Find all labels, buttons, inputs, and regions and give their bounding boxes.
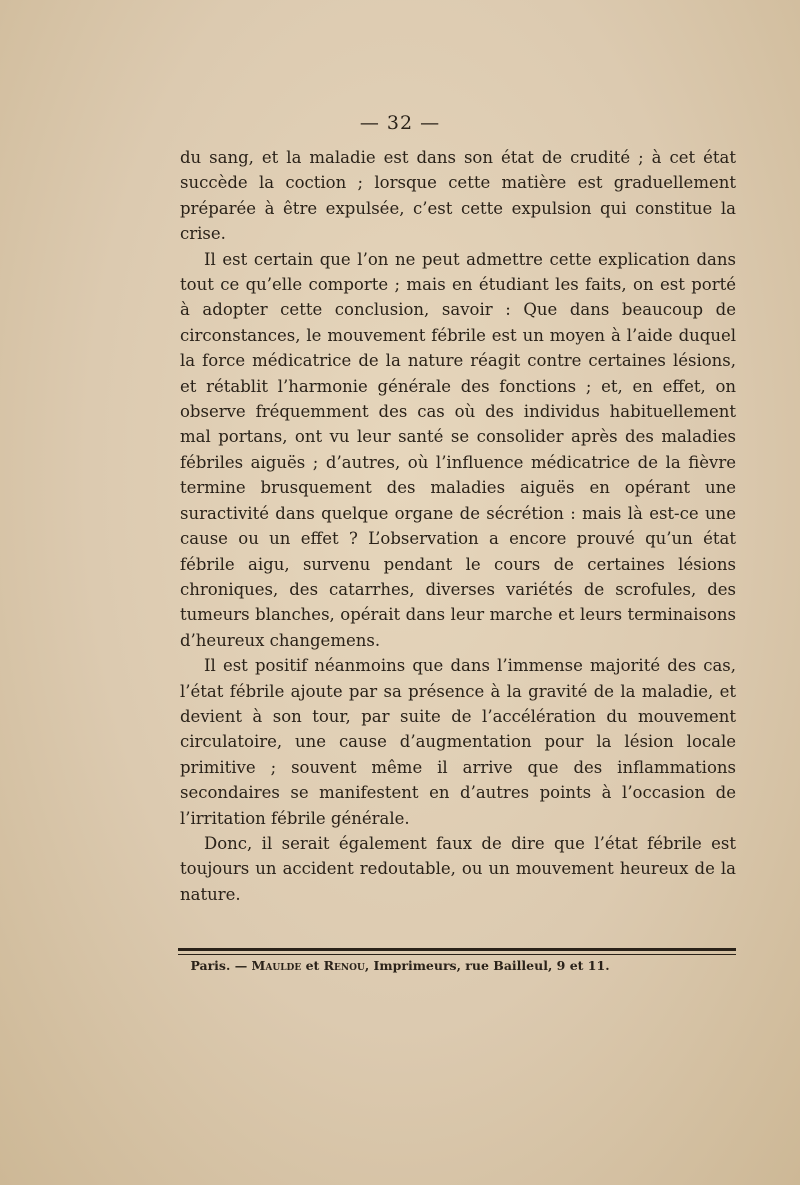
- page-number: — 32 —: [359, 112, 441, 134]
- imprint-and: et: [305, 958, 320, 973]
- body-text: [180, 145, 736, 907]
- imprint-separator: —: [234, 958, 248, 973]
- printer-imprint: [0, 958, 800, 973]
- paragraph: Donc, il serait également faux de dire que l’état fébrile est toujours un accident redoutable, ou un mouvement heureux de la nature.: [180, 833, 736, 904]
- imprint-city: Paris.: [190, 958, 231, 973]
- imprint-address: , Imprimeurs, rue Bailleul, 9 et 11.: [364, 958, 610, 973]
- paragraph: Il est certain que l’on ne peut admettre cette explication dans tout ce qu’elle comporte ; mais en étudiant les faits, on est porté à adopter cette conclusion, savoir : Que dans beaucoup de circonstances, le mouvement fébrile est un moyen à l’aide duquel la force médicatrice de la nature réagit contre certaines lésions, et rétablit l’harmonie générale des fonctions ; et, en effet, on observe fréquemment des cas où des individus habituellement mal portans, ont vu leur santé se consolider après des maladies fébriles aiguës ; d’autres, où l’influence médicatrice de la fièvre termine brusquement des maladies aiguës en opérant une suractivité dans quelque organe de sécrétion : mais là est-ce une cause ou un effet ? L’observation a encore prouvé qu’un état fébrile aigu, survenu pendant le cours de certaines lésions chroniques, des catarrhes, diverses variétés de scrofules, des tumeurs blanches, opérait dans leur marche et leurs terminaisons d’heureux changemens.: [180, 249, 736, 650]
- paragraph: Il est positif néanmoins que dans l’immense majorité des cas, l’état fébrile ajoute par sa présence à la gravité de la maladie, et devient à son tour, par suite de l’accélération du mouvement circulatoire, une cause d’augmentation pour la lésion locale primitive ; souvent même il arrive que des inflammations secondaires se manifestent en d’autres points à l’occasion de l’irritation fébrile générale.: [180, 656, 736, 828]
- imprint-printer-1: Maulde: [251, 958, 302, 973]
- paragraph: du sang, et la maladie est dans son état de crudité ; à cet état succède la coction ; lorsque cette matière est graduellement préparée à être expulsée, c’est cette expulsion qui constitue la crise.: [180, 148, 736, 244]
- footer-rule-thick: [178, 948, 736, 951]
- footer-rule-thin: [178, 954, 736, 955]
- imprint-printer-2: Renou: [323, 958, 365, 973]
